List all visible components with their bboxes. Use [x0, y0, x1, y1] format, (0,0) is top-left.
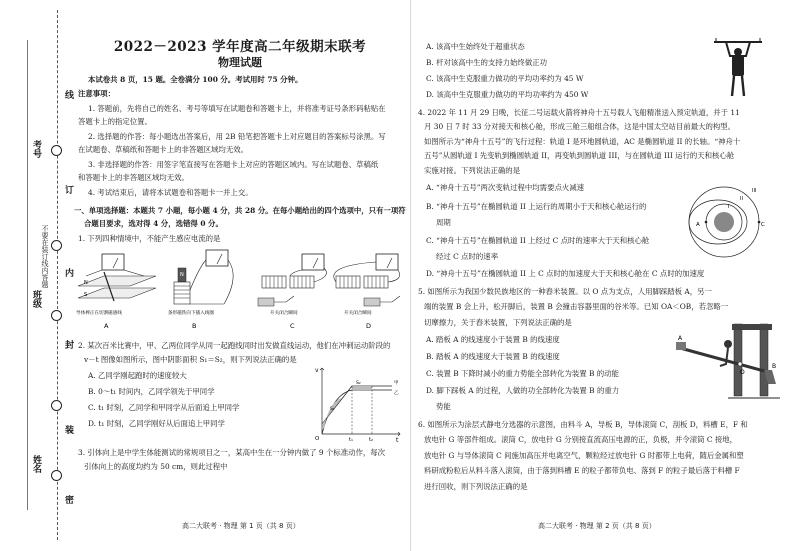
vt-t2-label: t₂: [369, 437, 373, 442]
seal-circle: [51, 145, 62, 156]
q4-option-c: C. “神舟十五号”在椭圆轨道 II 上经过 C 点时的速率大于天和核心舱: [426, 236, 650, 245]
q5-option-d: D. 脚下踩板 A 的过程，人做的功全部转化为装置 B 的重力: [426, 386, 620, 395]
orbit-figure: [684, 182, 770, 262]
figure-b-magnet-coil: [174, 250, 233, 304]
q4-option-a: A. “神舟十五号”两次变轨过程中均需要点火减速: [426, 183, 585, 192]
question-6-line4: 料研成粉粒后从料斗落入滚筒，由于落到料槽 E 的粒子都带负电、落到 F 的粒子最后落于料槽 F: [424, 466, 740, 475]
figure-b-label: B: [192, 322, 197, 330]
question-6-line2: 放电针 G 等部件组成。滚筒 C，放电针 G 分别接直流高压电源的正，负极，并令滚筒 C 接地，: [424, 435, 738, 444]
question-5-line3: 切摩擦力，关于舂米装置，下列说法正确的是: [424, 318, 572, 327]
q3-option-c: C. 该高中生克服重力做功的平均功率约为 45 W: [426, 74, 584, 83]
question-6-line5: 进行回收，则下列说法正确的是: [424, 482, 528, 491]
svg-text:N: N: [180, 272, 184, 278]
pullup-figure: [712, 38, 764, 100]
note-line: 3. 非选择题的作答：用签字笔直接写在答题卡上对应的答题区域内。写在试题卷、草稿纸: [88, 160, 379, 169]
note-line: 和答题卡上的非答题区域均无效。: [78, 173, 189, 182]
section-1-heading: 一、单项选择题：本题共 7 小题，每小题 4 分，共 28 分。在每小题给出的四个选项中，只有一项符: [74, 206, 406, 215]
q2-option-c: C. t₁ 时刻，乙同学和甲同学从后面追上甲同学: [88, 403, 240, 412]
q2-option-a: A. 乙同学刚起跑时的速度较大: [88, 371, 187, 380]
figure-d-coils-switch: [334, 254, 400, 306]
note-line: 2. 选择题的作答：每小题选出答案后，用 2B 铅笔把答题卡上对应题目的答案标号涂黑。写: [88, 132, 386, 141]
figure-a-label: A: [104, 322, 109, 330]
vt-s1-label: S₁: [330, 407, 335, 412]
vt-t1-label: t₁: [349, 437, 353, 442]
vt-origin-label: O: [315, 436, 320, 442]
q2-option-d: D. t₁ 时刻，乙同学刚好从后面追上甲同学: [88, 419, 225, 428]
name-line: [27, 40, 28, 510]
binding-margin: [0, 0, 73, 551]
question-6-line3: 放电针 G 与导体滚筒 C 间施加高压并电离空气，颗粒经过放电针 G 时都带上电荷，随后金属和塑: [424, 451, 744, 460]
vt-yi-label: 乙: [394, 391, 399, 396]
xingming-label: 姓名: [31, 455, 41, 473]
figure-c-label: C: [290, 322, 295, 330]
q3-option-d: D. 该高中生克服重力做功的平均功率约为 450 W: [426, 90, 589, 99]
svg-text:S: S: [84, 292, 88, 298]
seal-circle: [51, 310, 62, 321]
orbit-point-c: C: [761, 222, 765, 228]
seal-circle: [51, 470, 62, 481]
note-line: 在试题卷、草稿纸和答题卡上的非答题区域均无效。: [78, 145, 248, 154]
kaohao-label: 考号: [31, 140, 41, 158]
mortar-label-b: B: [772, 363, 777, 370]
seal-word-1: 线: [63, 90, 73, 99]
vt-graph: [312, 364, 404, 442]
vt-t-label: t: [396, 437, 399, 442]
vt-v-label: v: [315, 367, 319, 374]
q3-option-b: B. 杆对该高中生的支持力始终做正功: [426, 58, 547, 67]
figure-b-caption: 条形磁铁向下插入线圈: [168, 311, 214, 316]
q5-option-a: A. 踏板 A 的线速度小于装置 B 的线速度: [426, 335, 560, 344]
seal-word-5: 装: [63, 425, 73, 434]
figure-c-caption: 开关闭合瞬间: [270, 311, 298, 316]
notes-title: 注意事项：: [78, 89, 115, 98]
q4-option-b: B. “神舟十五号”在椭圆轨道 II 上运行的周期小于天和核心舱运行的: [426, 202, 647, 211]
q5-option-b: B. 踏板 A 的线速度大于装置 B 的线速度: [426, 352, 560, 361]
question-1: 1. 下列四种情境中，不能产生感应电流的是: [78, 234, 221, 243]
mortar-figure: [668, 318, 788, 408]
figure-a-rod-rails: [78, 254, 156, 301]
question-4-line4: 五号”从圆轨道 I 先变轨到椭圆轨道 II，再变轨到圆轨道 III，与在圆轨道 III 运行的天和核心舱: [424, 151, 735, 160]
exam-intro: 本试卷共 8 页，15 题。全卷满分 100 分。考试用时 75 分钟。: [88, 75, 303, 84]
question-5-line2: 端的装置 B 会上升，松开脚后，装置 B 会撞击容器里面的谷米等。已知 OA＜OB，若忽略一: [424, 302, 729, 311]
seal-word-6: 密: [63, 495, 73, 504]
question-3-cont: 引体向上的高度均约为 50 cm，则此过程中: [84, 462, 228, 471]
section-1-heading-cont: 合题目要求，选对得 4 分，选错得 0 分。: [84, 219, 223, 228]
note-line: 4. 考试结束后，请将本试题卷和答题卡一并上交。: [88, 188, 253, 197]
seal-word-4: 封: [63, 340, 73, 349]
svg-text:N: N: [84, 280, 88, 286]
q2-option-b: B. 0～t₁ 时间内，乙同学领先于甲同学: [88, 387, 215, 396]
right-page: [412, 0, 794, 551]
banji-label: 班级: [31, 290, 41, 308]
figure-a-caption: 导体棒正在切割磁感线: [76, 311, 122, 316]
q1-figures: [74, 246, 406, 338]
question-3: 3. 引体向上是中学生体能测试的常规项目之一，某高中生在一分钟内做了 9 个标准动作，每次: [78, 448, 386, 457]
right-footer: 高二大联考 · 物理 第 2 页（共 8 页）: [538, 522, 656, 530]
figure-d-label: D: [366, 322, 372, 330]
note-line: 答题卡上的指定位置。: [78, 117, 152, 126]
vt-jia-label: 甲: [394, 381, 399, 386]
seal-circle: [51, 400, 62, 411]
seal-line: [57, 10, 58, 540]
exam-title: 2022－2023 学年度高二年级期末联考: [113, 39, 367, 55]
q5-option-d-cont: 势能: [436, 402, 451, 411]
q3-option-a: A. 该高中生始终处于超重状态: [426, 42, 525, 51]
seal-circle: [51, 240, 62, 251]
seal-word-3: 内: [63, 268, 73, 277]
mortar-label-o: O: [740, 369, 745, 376]
question-6: 6. 如图所示为涂层式静电分选器的示意图，由料斗 A，导板 B，导体滚筒 C，刮板 D，料槽 E，F 和: [418, 420, 748, 429]
left-footer: 高二大联考 · 物理 第 1 页（共 8 页）: [182, 522, 300, 530]
exam-subtitle: 物理试题: [218, 56, 262, 69]
figure-d-caption: 开关闭合瞬间: [344, 311, 372, 316]
no-answer-note: 不要在装订线内答题: [41, 225, 49, 288]
figure-c-coils-switch: [258, 254, 326, 306]
q4-option-b-cont: 周期: [436, 218, 451, 227]
question-4-line2: 月 30 日 7 时 33 分对接天和核心舱，形成三舱三船组合体，这是中国太空站目前最大的构型。: [424, 122, 736, 131]
q4-option-c-cont: 经过 C 点时的速率: [436, 252, 499, 261]
orbit-label-ii: II: [740, 196, 743, 202]
question-2: 2. 某次百米比赛中，甲、乙两位同学从同一起跑线同时出发做直线运动，他们在冲刺运动阶段的: [78, 341, 391, 350]
question-5: 5. 如图所示为我国少数民族地区的一种舂米装置。以 O 点为支点，人用脚踩踏板 A，另一: [418, 287, 712, 296]
orbit-label-i: I: [728, 204, 730, 210]
orbit-point-a: A: [696, 222, 700, 228]
question-4-line3: 如图所示为“神舟十五号”的飞行过程：轨道 I 是环地圆轨道，AC 是椭圆轨道 II 的长轴。“神舟十: [424, 137, 741, 146]
mortar-label-a: A: [678, 335, 683, 342]
question-2-cont: v－t 图像如图所示，图中阴影面积 S₁＝S₂，则下列说法正确的是: [84, 355, 297, 364]
seal-word-2: 订: [63, 185, 73, 194]
q4-option-d: D. “神舟十五号”在椭圆轨道 II 上 C 点时的加速度大于天和核心舱在 C 点时的加速度: [426, 269, 705, 278]
q5-option-c: C. 装置 B 下降时减小的重力势能全部转化为装置 B 的动能: [426, 369, 619, 378]
question-4-line5: 实施对接。下列说法正确的是: [424, 166, 521, 175]
page-fold: [410, 0, 411, 551]
note-line: 1. 答题前，先将自己的姓名、考号等填写在试题卷和答题卡上，并将准考证号条形码粘贴在: [88, 104, 386, 113]
orbit-label-iii: III: [752, 188, 757, 194]
vt-s2-label: S₂: [356, 381, 361, 386]
question-4: 4. 2022 年 11 月 29 日晚，长征二号运载火箭将神舟十五号载人飞船精准送入预定轨道，并于 11: [418, 108, 740, 117]
